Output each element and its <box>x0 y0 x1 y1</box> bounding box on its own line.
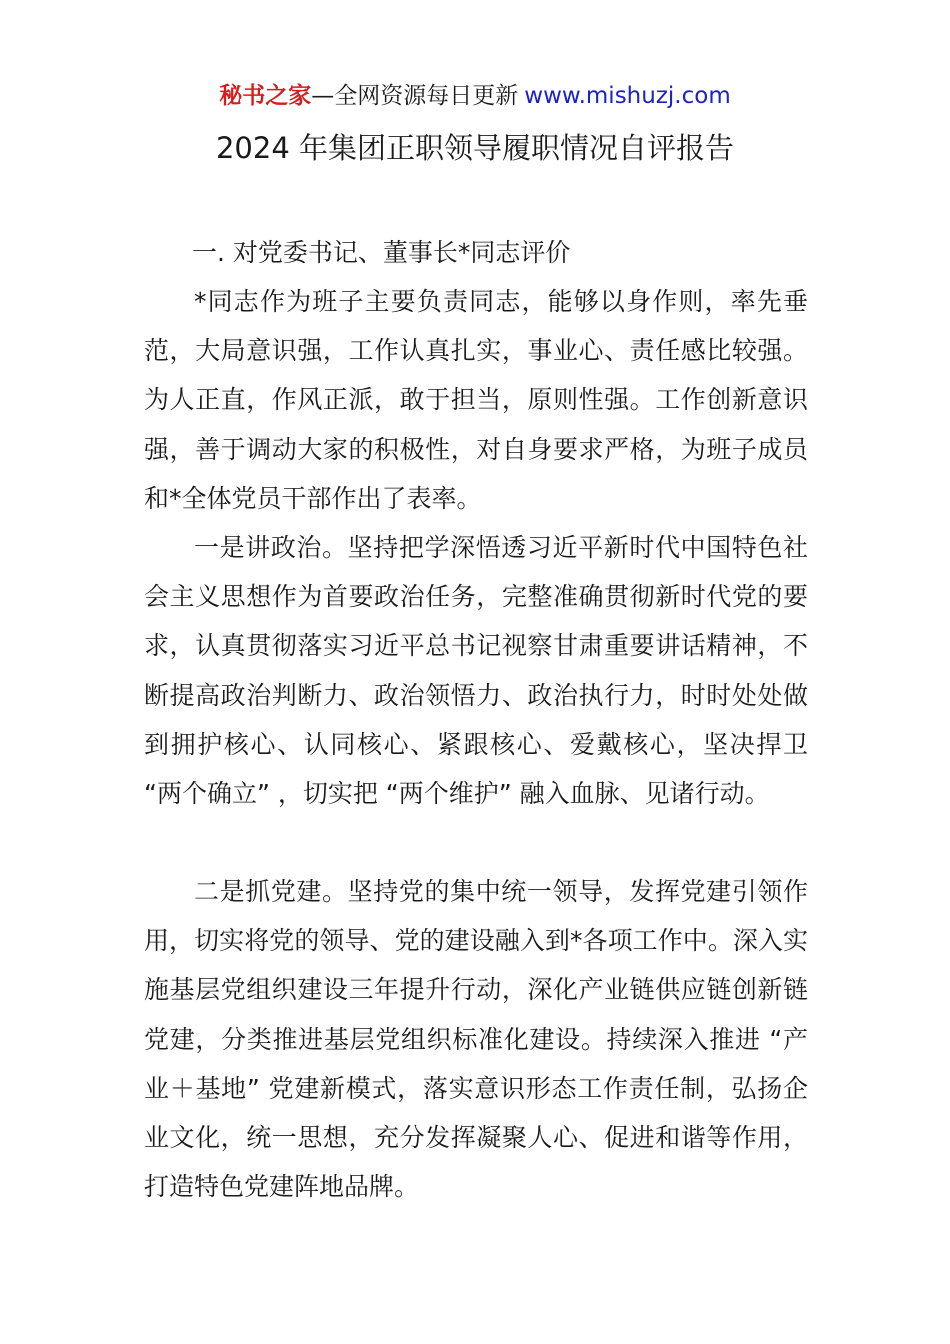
site-url-link[interactable]: www.mishuzj.com <box>524 83 731 109</box>
section-heading: 一. 对党委书记、董事长*同志评价 <box>192 238 571 267</box>
site-brand: 秘书之家 <box>219 83 312 109</box>
paragraph-evaluation: *同志作为班子主要负责同志，能够以身作则，率先垂范，大局意识强，工作认真扎实，事业心、责任感比较强。为人正直，作风正派，敢于担当，原则性强。工作创新意识强，善于调动大家的积极性，对自身要求严格，为班子成员和*全体党员干部作出了表率。 <box>144 287 808 513</box>
site-header <box>0 80 950 112</box>
site-tagline: —全网资源每日更新 <box>311 83 519 109</box>
document-title: 2024 年集团正职领导履职情况自评报告 <box>215 131 735 165</box>
paragraph-party-building: 二是抓党建。坚持党的集中统一领导，发挥党建引领作用，切实将党的领导、党的建设融入到*各项工作中。深入实施基层党组织建设三年提升行动，深化产业链供应链创新链党建，分类推进基层党组织标准化建设。持续深入推进 “产业＋基地” 党建新模式，落实意识形态工作责任制，弘扬企业文化，统一思想，充分发挥凝聚人心、促进和谐等作用，打造特色党建阵地品牌。 <box>144 877 808 1202</box>
paragraph-politics: 一是讲政治。坚持把学深悟透习近平新时代中国特色社会主义思想作为首要政治任务，完整准确贯彻新时代党的要求，认真贯彻落实习近平总书记视察甘肃重要讲话精神，不断提高政治判断力、政治领悟力、政治执行力，时时处处做到拥护核心、认同核心、紧跟核心、爱戴核心，坚决捍卫 “两个确立” ，切实把 “两个维护” 融入血脉、见诸行动。 <box>144 533 808 809</box>
